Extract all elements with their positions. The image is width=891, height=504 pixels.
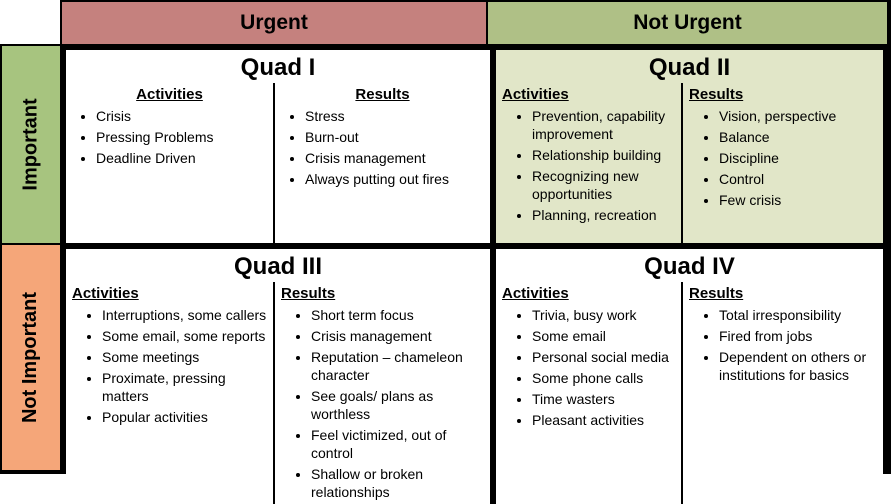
activities-heading: Activities	[136, 86, 203, 104]
row-header-not-important	[0, 243, 62, 472]
quadrant-3-title: Quad III	[233, 253, 322, 280]
column-header-not-urgent-label: Not Urgent	[633, 11, 742, 34]
bullet-item: • Shallow or broken relationships	[311, 466, 484, 502]
quadrant-3-results-column	[273, 282, 490, 504]
quadrant-1-columns	[66, 83, 490, 243]
bullet-item: • Planning, recreation	[532, 207, 675, 225]
quadrant-2-results-column	[681, 83, 883, 243]
quadrant-2-columns	[496, 83, 883, 243]
bullet-item: • Always putting out fires	[305, 171, 484, 189]
quadrant-3-results-list	[279, 307, 486, 501]
bullet-item: • Some meetings	[102, 349, 267, 367]
activities-heading: Activities	[502, 285, 569, 303]
bullet-item: • Crisis	[96, 108, 267, 126]
quadrant-3	[66, 249, 496, 504]
bullet-item: • Feel victimized, out of control	[311, 427, 484, 463]
bullet-item: • Short term focus	[311, 307, 484, 325]
activities-heading: Activities	[502, 86, 569, 104]
bullet-item: • Time wasters	[532, 391, 675, 409]
row-header-important-label: Important	[19, 98, 42, 191]
quadrant-2-activities-list	[500, 108, 677, 224]
quadrant-grid	[60, 44, 889, 500]
bullet-item: • Reputation – chameleon character	[311, 349, 484, 385]
bullet-item: • Prevention, capability improvement	[532, 108, 675, 144]
quadrant-1	[66, 50, 496, 249]
bullet-item: • Proximate, pressing matters	[102, 370, 267, 406]
quadrant-1-activities-column	[66, 83, 273, 243]
bullet-item: • Personal social media	[532, 349, 675, 367]
quadrant-4-columns	[496, 282, 883, 504]
column-header-not-urgent	[486, 0, 889, 46]
quadrant-4-activities-column	[496, 282, 681, 504]
bullet-item: • Some email	[532, 328, 675, 346]
bullet-item: • See goals/ plans as worthless	[311, 388, 484, 424]
corner-cell	[0, 0, 62, 46]
bullet-item: • Balance	[719, 129, 877, 147]
results-heading: Results	[281, 285, 336, 303]
bullet-item: • Pleasant activities	[532, 412, 675, 430]
quadrant-2-activities-column	[496, 83, 681, 243]
quadrant-3-columns	[66, 282, 490, 504]
quadrant-3-activities-list	[70, 307, 269, 426]
bullet-item: • Some phone calls	[532, 370, 675, 388]
bullet-item: • Relationship building	[532, 147, 675, 165]
row-header-important	[0, 44, 62, 245]
quadrant-4-results-column	[681, 282, 883, 504]
bullet-item: • Deadline Driven	[96, 150, 267, 168]
bullet-item: • Trivia, busy work	[532, 307, 675, 325]
quadrant-1-title: Quad I	[240, 54, 316, 81]
quadrant-2	[496, 50, 883, 249]
bullet-item: • Dependent on others or institutions for basics	[719, 349, 877, 385]
results-heading: Results	[689, 285, 744, 303]
row-header-not-important-label: Not Important	[19, 291, 42, 424]
quadrant-4	[496, 249, 883, 504]
bullet-item: • Vision, perspective	[719, 108, 877, 126]
results-heading: Results	[355, 86, 410, 104]
quadrant-4-activities-list	[500, 307, 677, 429]
quadrant-4-results-list	[687, 307, 879, 385]
activities-heading: Activities	[72, 285, 139, 303]
bullet-item: • Control	[719, 171, 877, 189]
bullet-item: • Crisis management	[305, 150, 484, 168]
bullet-item: • Total irresponsibility	[719, 307, 877, 325]
quadrant-2-title: Quad II	[648, 54, 731, 81]
bullet-item: • Pressing Problems	[96, 129, 267, 147]
bullet-item: • Crisis management	[311, 328, 484, 346]
quadrant-4-title: Quad IV	[644, 253, 735, 280]
bullet-item: • Few crisis	[719, 192, 877, 210]
results-heading: Results	[689, 86, 744, 104]
bullet-item: • Fired from jobs	[719, 328, 877, 346]
quadrant-1-activities-list	[70, 108, 269, 168]
bullet-item: • Some email, some reports	[102, 328, 267, 346]
bullet-item: • Stress	[305, 108, 484, 126]
bullet-item: • Popular activities	[102, 409, 267, 427]
bullet-item: • Interruptions, some callers	[102, 307, 267, 325]
column-header-urgent-label: Urgent	[240, 11, 308, 34]
column-header-urgent	[60, 0, 488, 46]
quadrant-1-results-column	[273, 83, 490, 243]
quadrant-1-results-list	[279, 108, 486, 189]
bullet-item: • Burn-out	[305, 129, 484, 147]
bullet-item: • Recognizing new opportunities	[532, 168, 675, 204]
bullet-item: • Discipline	[719, 150, 877, 168]
quadrant-2-results-list	[687, 108, 879, 210]
quadrant-3-activities-column	[66, 282, 273, 504]
